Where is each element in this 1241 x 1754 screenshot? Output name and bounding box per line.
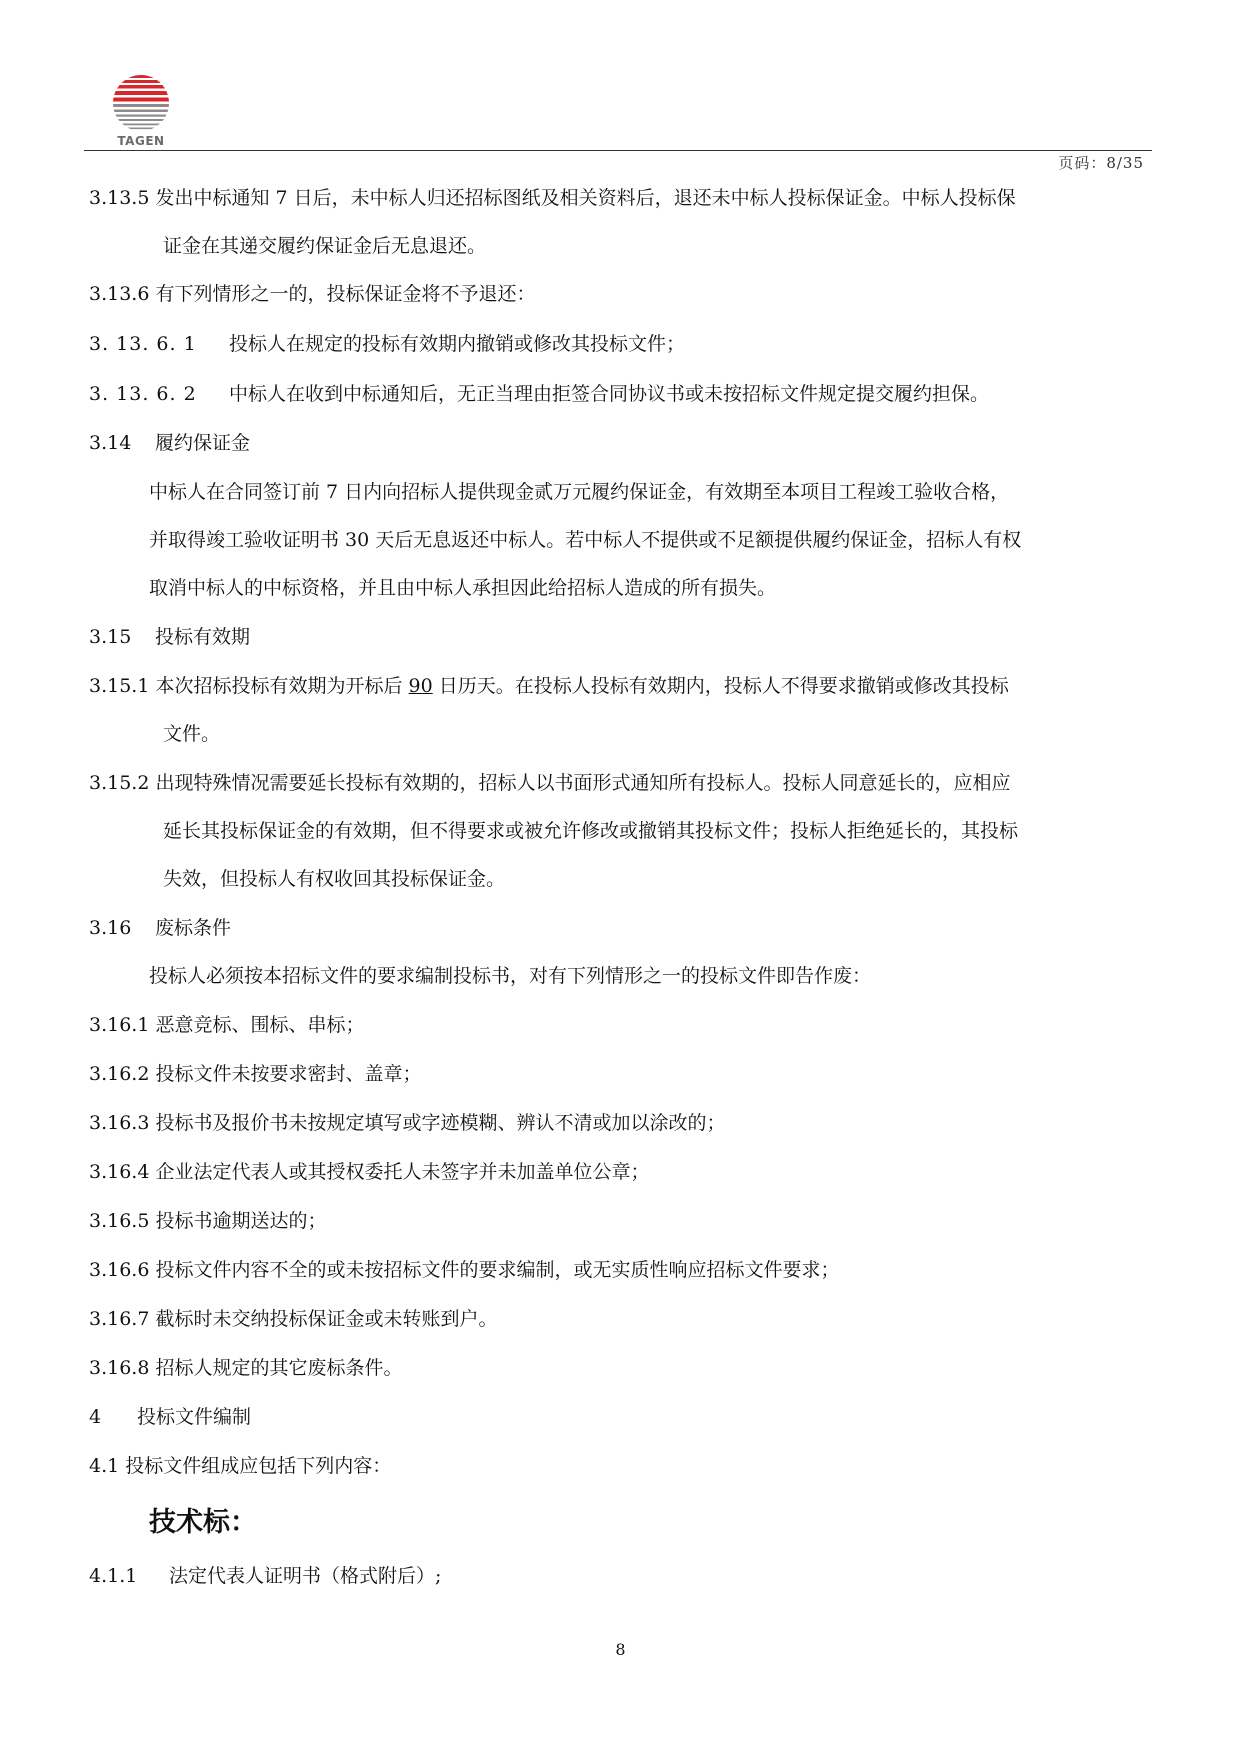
page-number: 8: [615, 1640, 626, 1659]
clause-4-1: [89, 1454, 391, 1478]
section-title: 履约保证金: [155, 432, 251, 454]
clause-3-13-5: [89, 186, 1016, 210]
clause-number: 3.16.1: [89, 1014, 150, 1036]
clause-number: 3.14: [89, 432, 132, 454]
section-3-14-heading: [89, 431, 250, 455]
paragraph-line: 投标人必须按本招标文件的要求编制投标书，对有下列情形之一的投标文件即告作废：: [149, 965, 872, 987]
clause-3-16-4: [89, 1160, 650, 1184]
clause-text: 截标时未交纳投标保证金或未转账到户。: [155, 1308, 498, 1330]
clause-number: 3.15: [89, 626, 132, 648]
clause-3-16-6: [89, 1258, 840, 1282]
clause-text: 中标人在收到中标通知后，无正当理由拒签合同协议书或未按招标文件规定提交履约担保。: [229, 383, 990, 405]
clause-4-1-1: [89, 1564, 441, 1588]
clause-3-13-6-2: [89, 382, 989, 406]
clause-text: 企业法定代表人或其授权委托人未签字并未加盖单位公章；: [155, 1161, 650, 1183]
logo-wordmark: TAGEN: [117, 134, 165, 148]
clause-number: 3.16.2: [89, 1063, 150, 1085]
clause-text: 有下列情形之一的，投标保证金将不予退还：: [155, 283, 536, 305]
clause-3-16-8: [89, 1356, 403, 1380]
clause-number: 3.13.5: [89, 187, 150, 209]
clause-3-13-5-cont: 证金在其递交履约保证金后无息退还。: [163, 235, 487, 257]
clause-number: 3.15.1: [89, 675, 150, 697]
clause-text: 投标文件组成应包括下列内容：: [125, 1455, 392, 1477]
clause-number: 4.1: [89, 1455, 120, 1477]
paragraph-line: 中标人在合同签订前 7 日内向招标人提供现金贰万元履约保证金，有效期至本项目工程竣工验收合格，: [149, 481, 1010, 503]
clause-number: 3.16.5: [89, 1210, 150, 1232]
section-title: 废标条件: [155, 917, 232, 939]
clause-number: 3.16: [89, 917, 132, 939]
clause-3-13-6-1: [89, 332, 685, 356]
clause-3-15-2: [89, 771, 1011, 795]
section-3-16-heading: [89, 916, 231, 940]
company-logo: [108, 74, 174, 150]
paragraph-line: 失效，但投标人有权收回其投标保证金。: [163, 868, 506, 890]
clause-text: 法定代表人证明书（格式附后）;: [169, 1565, 442, 1587]
clause-text: 本次招标投标有效期为开标后: [155, 675, 409, 697]
clause-text: 招标人规定的其它废标条件。: [155, 1357, 403, 1379]
clause-number: 3. 13. 6. 1: [89, 333, 197, 355]
clause-text: 投标文件未按要求密封、盖章；: [155, 1063, 422, 1085]
validity-days: 90: [408, 675, 433, 697]
clause-number: 3.13.6: [89, 283, 150, 305]
clause-number: 3.16.6: [89, 1259, 150, 1281]
clause-number: 3.16.7: [89, 1308, 150, 1330]
clause-number: 3.16.8: [89, 1357, 150, 1379]
clause-text: 投标人在规定的投标有效期内撤销或修改其投标文件；: [229, 333, 686, 355]
clause-3-16-1: [89, 1013, 365, 1037]
clause-3-16-2: [89, 1062, 422, 1086]
clause-3-15-1: [89, 674, 1009, 698]
technical-bid-heading: 技术标：: [149, 1507, 257, 1538]
paragraph-line: 取消中标人的中标资格，并且由中标人承担因此给招标人造成的所有损失。: [149, 577, 777, 599]
clause-text: 出现特殊情况需要延长投标有效期的，招标人以书面形式通知所有投标人。投标人同意延长的，应相应: [155, 772, 1011, 794]
section-title: 投标有效期: [155, 626, 251, 648]
clause-number: 4: [89, 1406, 102, 1428]
clause-3-16-7: [89, 1307, 498, 1331]
paragraph-line: 延长其投标保证金的有效期，但不得要求或被允许修改或撤销其投标文件；投标人拒绝延长的，其投标: [163, 820, 1019, 842]
clause-text: 投标书及报价书未按规定填写或字迹模糊、辨认不清或加以涂改的；: [155, 1112, 726, 1134]
section-title: 投标文件编制: [137, 1406, 252, 1428]
clause-number: 3.16.3: [89, 1112, 150, 1134]
section-3-15-heading: [89, 625, 250, 649]
section-4-heading: [89, 1405, 251, 1429]
clause-3-16-5: [89, 1209, 327, 1233]
clause-number: 3.15.2: [89, 772, 150, 794]
clause-number: 3.16.4: [89, 1161, 150, 1183]
clause-number: 3. 13. 6. 2: [89, 383, 197, 405]
clause-text: 日历天。在投标人投标有效期内，投标人不得要求撤销或修改其投标: [432, 675, 1009, 697]
page-code: 页码：8/35: [1058, 154, 1144, 172]
clause-3-15-1-cont: 文件。: [163, 723, 221, 745]
clause-text: 恶意竞标、围标、串标；: [155, 1014, 365, 1036]
clause-3-16-3: [89, 1111, 726, 1135]
clause-text: 发出中标通知 7 日后，未中标人归还招标图纸及相关资料后，退还未中标人投标保证金。中标人投标保: [155, 187, 1016, 209]
header-divider: [84, 150, 1152, 151]
clause-number: 4.1.1: [89, 1565, 138, 1587]
clause-3-13-6: [89, 282, 536, 306]
clause-text: 投标书逾期送达的；: [155, 1210, 327, 1232]
clause-text: 投标文件内容不全的或未按招标文件的要求编制，或无实质性响应招标文件要求；: [155, 1259, 840, 1281]
paragraph-line: 并取得竣工验收证明书 30 天后无息返还中标人。若中标人不提供或不足额提供履约保证金，招标人有权: [149, 529, 1022, 551]
